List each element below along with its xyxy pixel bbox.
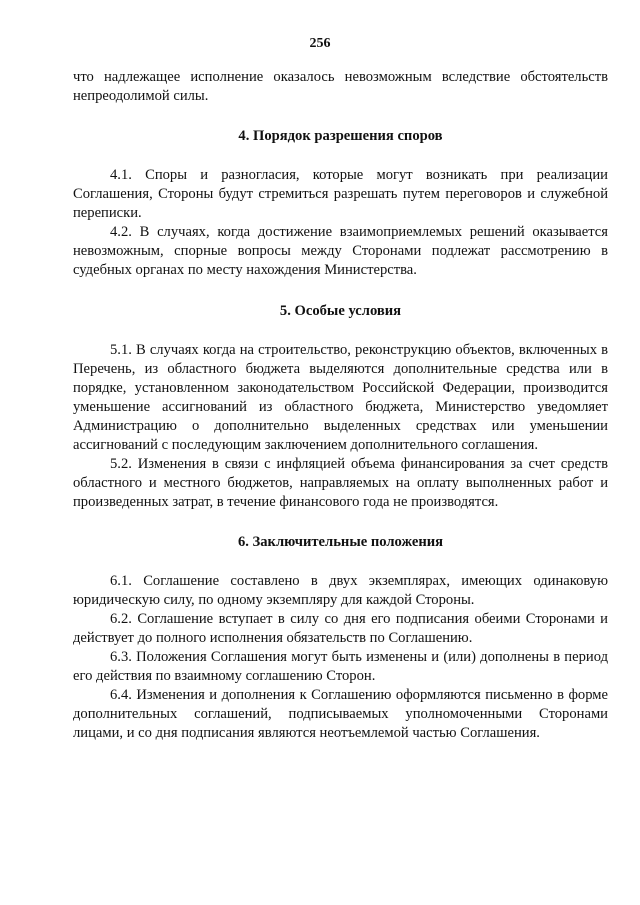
intro-paragraph: что надлежащее исполнение оказалось невозможным вследствие обстоятельств непреодолимой силы. (73, 69, 608, 104)
document-body (73, 68, 608, 743)
paragraph-6-1: 6.1. Соглашение составлено в двух экземплярах, имеющих одинаковую юридическую силу, по одному экземпляру для каждой Стороны. (73, 573, 608, 608)
page-number: 256 (309, 36, 331, 51)
section-6-heading: 6. Заключительные положения (237, 534, 444, 550)
paragraph-5-1: 5.1. В случаях когда на строительство, реконструкцию объектов, включенных в Перечень, из областного бюджета выделяются дополнительные средства или в порядке, установленном законодательством Российской Федерации, производится уменьшение ассигнований из областного бюджета, Министерство уведомляет Администрацию о дополнительно выделенных средствах или уменьшении ассигнований с последующим заключением дополнительного соглашения. (73, 342, 608, 453)
section-4-heading: 4. Порядок разрешения споров (238, 128, 443, 144)
paragraph-6-3: 6.3. Положения Соглашения могут быть изменены и (или) дополнены в период его действия по взаимному соглашению Сторон. (73, 649, 608, 684)
paragraph-5-2: 5.2. Изменения в связи с инфляцией объема финансирования за счет средств областного и местного бюджетов, направляемых на оплату выполненных работ и произведенных затрат, в течение финансового года не производятся. (73, 456, 608, 510)
paragraph-6-2: 6.2. Соглашение вступает в силу со дня его подписания обеими Сторонами и действует до полного исполнения обязательств по Соглашению. (73, 611, 608, 646)
paragraph-4-1: 4.1. Споры и разногласия, которые могут возникать при реализации Соглашения, Стороны будут стремиться разрешать путем переговоров и служебной переписки. (73, 167, 608, 221)
paragraph-6-4: 6.4. Изменения и дополнения к Соглашению оформляются письменно в форме дополнительных соглашений, подписываемых уполномоченными Сторонами лицами, и со дня подписания являются неотъемлемой частью Соглашения. (73, 687, 608, 741)
section-5-heading: 5. Особые условия (279, 303, 402, 319)
paragraph-4-2: 4.2. В случаях, когда достижение взаимоприемлемых решений оказывается невозможным, спорные вопросы между Сторонами подлежат рассмотрению в судебных органах по месту нахождения Министерства. (73, 224, 608, 278)
